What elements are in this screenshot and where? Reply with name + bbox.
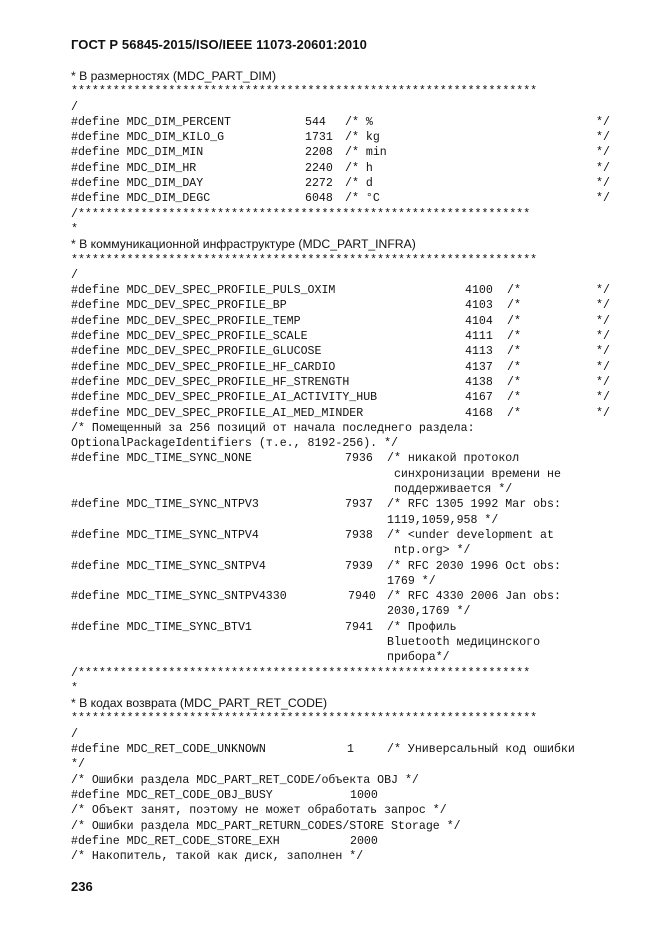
define-row (71, 145, 616, 160)
define-value: 1000 (350, 788, 378, 802)
comment-end: */ (596, 391, 610, 405)
define-name: #define MDC_TIME_SYNC_SNTPV4330 (71, 590, 287, 604)
define-name: #define MDC_TIME_SYNC_NTPV3 (71, 498, 259, 512)
define-row (71, 375, 616, 390)
define-comment: /* % (345, 115, 373, 129)
define-comment: /* Профиль (387, 620, 457, 634)
define-comment: /* Универсальный код ошибки (387, 743, 575, 757)
slash-line: / (71, 727, 78, 741)
define-name: #define MDC_DIM_HR (71, 161, 197, 175)
define-name: #define MDC_TIME_SYNC_NONE (71, 452, 252, 466)
define-row (71, 329, 616, 344)
define-comment: /* kg (345, 131, 380, 145)
define-row (71, 344, 616, 359)
comment-line: /* Объект занят, поэтому не может обработать запрос */ (71, 804, 447, 818)
define-name: #define MDC_DEV_SPEC_PROFILE_BP (71, 299, 287, 313)
comment-line: /* Помещенный за 256 позиций от начала последнего раздела: (71, 421, 475, 435)
define-row (71, 497, 616, 512)
define-value: 4113 (465, 345, 493, 359)
comment-line: /* Ошибки раздела MDC_PART_RETURN_CODES/STORE Storage */ (71, 819, 461, 833)
define-row (71, 191, 616, 206)
define-value: 4111 (465, 330, 493, 344)
define-value: 2240 (305, 161, 333, 175)
define-row (71, 360, 616, 375)
define-comment: /* RFC 4330 2006 Jan obs: (387, 590, 561, 604)
define-value: 4104 (465, 314, 493, 328)
define-value: 4167 (465, 391, 493, 405)
define-comment: /* (507, 284, 521, 298)
define-name: #define MDC_DIM_KILO_G (71, 131, 225, 145)
define-comment: /* (507, 391, 521, 405)
define-name: #define MDC_DEV_SPEC_PROFILE_PULS_OXIM (71, 284, 336, 298)
define-value: 2208 (305, 146, 333, 160)
code-listing (71, 69, 616, 864)
section-heading-ret-code: * В кодах возврата (MDC_PART_RET_CODE) (71, 696, 328, 711)
define-name: #define MDC_TIME_SYNC_SNTPV4 (71, 559, 266, 573)
define-name: #define MDC_TIME_SYNC_NTPV4 (71, 528, 259, 542)
define-value: 7937 (345, 498, 373, 512)
define-row (71, 589, 616, 604)
define-comment: /* <under development at (387, 528, 554, 542)
comment-end: */ (596, 161, 610, 175)
star-line: * (71, 222, 78, 236)
define-comment: /* °C (345, 192, 380, 206)
comment-line: /* Ошибки раздела MDC_PART_RET_CODE/объекта OBJ */ (71, 773, 419, 787)
define-row (71, 298, 616, 313)
define-name: #define MDC_DIM_MIN (71, 146, 204, 160)
page-header-title: ГОСТ Р 56845-2015/ISO/IEEE 11073-20601:2010 (71, 37, 367, 52)
comment-end: */ (596, 146, 610, 160)
define-row (71, 283, 616, 298)
define-comment: /* никакой протокол (387, 452, 520, 466)
define-name: #define MDC_DEV_SPEC_PROFILE_SCALE (71, 330, 308, 344)
define-value: 7940 (348, 590, 376, 604)
star-line: * (71, 681, 78, 695)
comment-continuation: 1119,1059,958 */ (387, 513, 499, 527)
comment-continuation: 2030,1769 */ (387, 605, 471, 619)
define-value: 6048 (305, 192, 333, 206)
define-name: #define MDC_DIM_DEGC (71, 192, 211, 206)
define-row (71, 834, 616, 849)
comment-end: */ (596, 177, 610, 191)
define-row (71, 406, 616, 421)
define-row (71, 390, 616, 405)
comment-end: */ (596, 115, 610, 129)
slash-line: / (71, 100, 78, 114)
separator-line: /***************************************************************** (71, 666, 531, 680)
define-value: 4138 (465, 375, 493, 389)
define-value: 7936 (345, 452, 373, 466)
slash-line: / (71, 268, 78, 282)
comment-end: */ (596, 375, 610, 389)
define-value: 7939 (345, 559, 373, 573)
define-name: #define MDC_DEV_SPEC_PROFILE_HF_STRENGTH (71, 375, 350, 389)
define-comment: /* d (345, 177, 373, 191)
define-row (71, 314, 616, 329)
define-comment: /* (507, 314, 521, 328)
comment-end: */ (596, 345, 610, 359)
define-name: #define MDC_DIM_DAY (71, 177, 204, 191)
define-row (71, 788, 616, 803)
comment-continuation: прибора*/ (387, 651, 450, 665)
define-value: 7941 (345, 620, 373, 634)
define-value: 2000 (350, 834, 378, 848)
define-name: #define MDC_RET_CODE_OBJ_BUSY (71, 788, 273, 802)
define-comment: /* (507, 345, 521, 359)
define-value: 4168 (465, 406, 493, 420)
define-value: 4103 (465, 299, 493, 313)
define-comment: /* RFC 2030 1996 Oct obs: (387, 559, 561, 573)
page-number: 236 (71, 879, 93, 894)
define-name: #define MDC_RET_CODE_UNKNOWN (71, 743, 266, 757)
comment-end: */ (596, 360, 610, 374)
comment-line: /* Накопитель, такой как диск, заполнен */ (71, 850, 364, 864)
comment-end: */ (596, 131, 610, 145)
define-value: 7938 (345, 528, 373, 542)
section-heading-infra: * В коммуникационной инфраструктуре (MDC_PART_INFRA) (71, 237, 416, 252)
define-comment: /* (507, 406, 521, 420)
define-value: 544 (305, 115, 326, 129)
define-name: #define MDC_RET_CODE_STORE_EXH (71, 834, 280, 848)
define-row (71, 559, 616, 574)
separator-line: /***************************************************************** (71, 207, 531, 221)
define-row (71, 176, 616, 191)
define-comment: /* (507, 375, 521, 389)
define-name: #define MDC_TIME_SYNC_BTV1 (71, 620, 252, 634)
define-row (71, 620, 616, 635)
define-name: #define MDC_DEV_SPEC_PROFILE_HF_CARDIO (71, 360, 336, 374)
comment-continuation: ntp.org> */ (387, 544, 471, 558)
define-row (71, 130, 616, 145)
comment-end-line: */ (71, 758, 85, 772)
define-comment: /* (507, 299, 521, 313)
comment-end: */ (596, 330, 610, 344)
separator-line: ******************************************************************* (71, 253, 538, 267)
comment-line: OptionalPackageIdentifiers (т.е., 8192-256). */ (71, 437, 398, 451)
comment-end: */ (596, 406, 610, 420)
define-value: 4100 (465, 284, 493, 298)
separator-line: ******************************************************************* (71, 712, 538, 726)
define-row (71, 528, 616, 543)
define-value: 4137 (465, 360, 493, 374)
define-name: #define MDC_DEV_SPEC_PROFILE_TEMP (71, 314, 301, 328)
define-row (71, 451, 616, 466)
define-row (71, 161, 616, 176)
define-comment: /* RFC 1305 1992 Mar obs: (387, 498, 561, 512)
section-heading-dim: * В размерностях (MDC_PART_DIM) (71, 69, 276, 83)
comment-continuation: 1769 */ (387, 574, 436, 588)
comment-end: */ (596, 314, 610, 328)
define-comment: /* min (345, 146, 387, 160)
separator-line: ******************************************************************* (71, 85, 538, 99)
comment-continuation: Bluetooth медицинского (387, 635, 541, 649)
define-comment: /* (507, 330, 521, 344)
define-value: 2272 (305, 177, 333, 191)
define-row (71, 115, 616, 130)
comment-end: */ (596, 192, 610, 206)
define-name: #define MDC_DEV_SPEC_PROFILE_GLUCOSE (71, 345, 322, 359)
comment-continuation: синхронизации времени не (387, 467, 561, 481)
define-name: #define MDC_DEV_SPEC_PROFILE_AI_MED_MINDER (71, 406, 364, 420)
comment-continuation: поддерживается */ (387, 483, 513, 497)
define-row (71, 742, 616, 757)
define-comment: /* (507, 360, 521, 374)
define-value: 1731 (305, 131, 333, 145)
define-value: 1 (347, 743, 354, 757)
define-comment: /* h (345, 161, 373, 175)
define-name: #define MDC_DEV_SPEC_PROFILE_AI_ACTIVITY_HUB (71, 391, 378, 405)
define-name: #define MDC_DIM_PERCENT (71, 115, 232, 129)
comment-end: */ (596, 299, 610, 313)
comment-end: */ (596, 284, 610, 298)
